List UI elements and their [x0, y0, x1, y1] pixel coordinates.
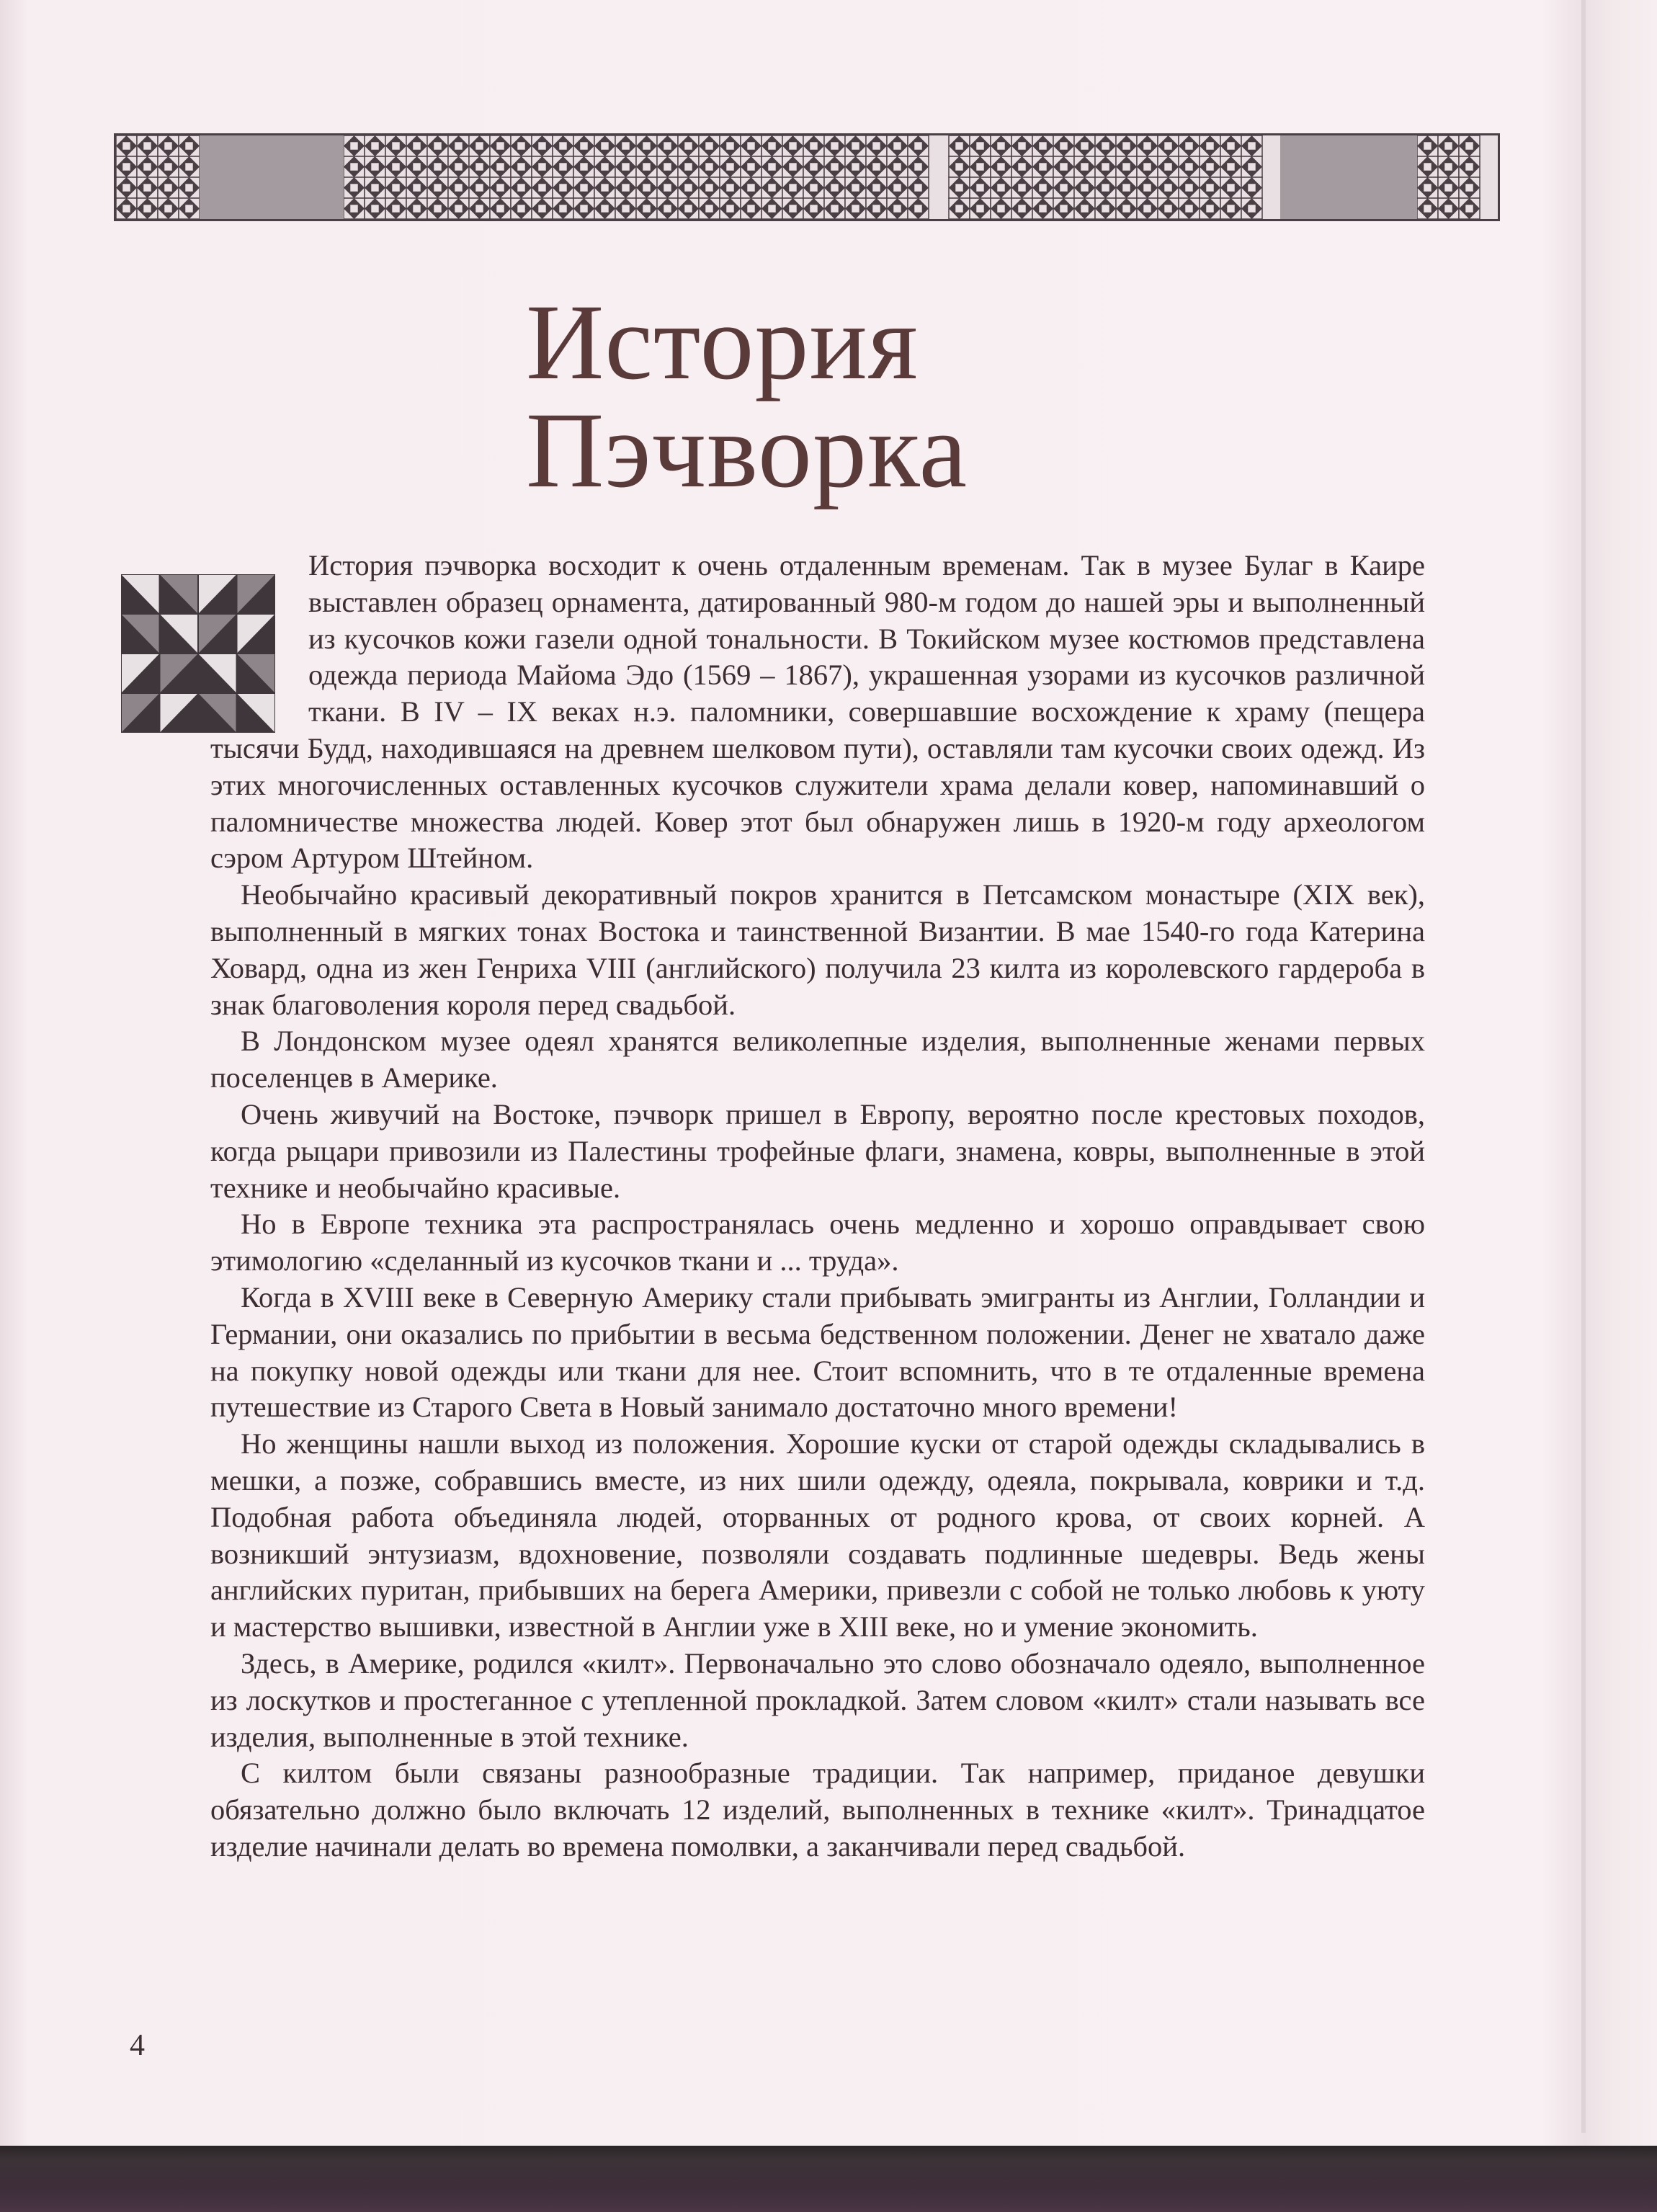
paragraph-9: С килтом были связаны разнообразные традиции. Так например, приданое девушки обязательно должно было включать 12 изделий, выполненных в технике «килт». Тринадцатое изделие начинали делать во времена помолвки, а заканчивали перед свадьбой.	[210, 1757, 1425, 1863]
paragraph-2: Необычайно красивый декоративный покров хранится в Петсамском монастыре (XIX век), выполненный в мягких тонах Востока и таинственной Византии. В мае 1540-го года Катерина Ховард, одна из жен Генриха VIII (английского) получила 23 килта из королевского гардероба в знак благоволения короля перед свадьбой.	[210, 878, 1425, 1021]
paragraph-5: Но в Европе техника эта распространялась очень медленно и хорошо оправдывает свою этимологию «сделанный из кусочков ткани и ... труда».	[210, 1208, 1425, 1277]
paragraph-7: Но женщины нашли выход из положения. Хорошие куски от старой одежды складывались в мешки, а позже, собравшись вместе, из них шили одежду, одеяла, покрывала, коврики и т.д. Подобная работа объединяла людей, оторванных от родного крова, от своих корней. А возникший энтузиазм, вдохновение, позволяли создавать подлинные шедевры. Ведь жены английских пуритан, прибывших на берега Америки, привезли с собой не только любовь к уюту и мастерство вышивки, известной в Англии уже в XIII веке, но и умение экономить.	[210, 1427, 1425, 1644]
title-line-1: История	[526, 282, 919, 402]
paragraph-3: В Лондонском музее одеял хранятся великолепные изделия, выполненные женами первых поселенцев в Америке.	[210, 1025, 1425, 1094]
paragraph-6: Когда в XVIII веке в Северную Америку стали прибывать эмигранты из Англии, Голландии и Германии, они оказались по прибытии в весьма бедственном положении. Денег не хватало даже на покупку новой одежды или ткани для нее. Стоит вспомнить, что в те отдаленные времена путешествие из Старого Света в Новый занимало достаточно много времени!	[210, 1280, 1425, 1424]
paragraph-1: История пэчворка восходит к очень отдаленным временам. Так в музее Булаг в Каире выставлен образец орнамента, датированный 980-м годом до нашей эры и выполненный из кусочков кожи газели одной тональности. В Токийском музее костюмов представлена одежда периода Майома Эдо (1569 – 1867), украшенная узорами из кусочков различной ткани. В IV – IX веках н.э. паломники, совершавшие восхождение к храму (пещера тысячи Будд, находившаяся на древнем шелковом пути), оставляли там кусочки своих одежд. Из этих многочисленных оставленных кусочков служители храма делали ковер, напоминавший о паломничестве множества людей. Ковер этот был обнаружен лишь в 1920-м году археологом сэром Артуром Штейном.	[210, 549, 1425, 875]
text-wrap-spacer	[210, 548, 308, 728]
page-fold-shadow	[1581, 0, 1586, 2133]
article-body	[210, 548, 1425, 1865]
title-line-2: Пэчворка	[526, 391, 968, 510]
paragraph-4: Очень живучий на Востоке, пэчворк пришел в Европу, вероятно после крестовых походов, когда рыцари привозили из Палестины трофейные флаги, знамена, ковры, выполненные в этой технике и необычайно красивые.	[210, 1097, 1425, 1204]
page-number: 4	[130, 2029, 145, 2062]
paragraph-8: Здесь, в Америке, родился «килт». Первоначально это слово обозначало одеяло, выполненное из лоскутков и простеганное с утепленной прокладкой. Затем словом «килт» стали называть все изделия, выполненные в этой технике.	[210, 1646, 1425, 1753]
page-title	[519, 282, 1167, 510]
scan-bottom-edge	[0, 2146, 1657, 2212]
quilt-border-ornament	[114, 133, 1500, 221]
